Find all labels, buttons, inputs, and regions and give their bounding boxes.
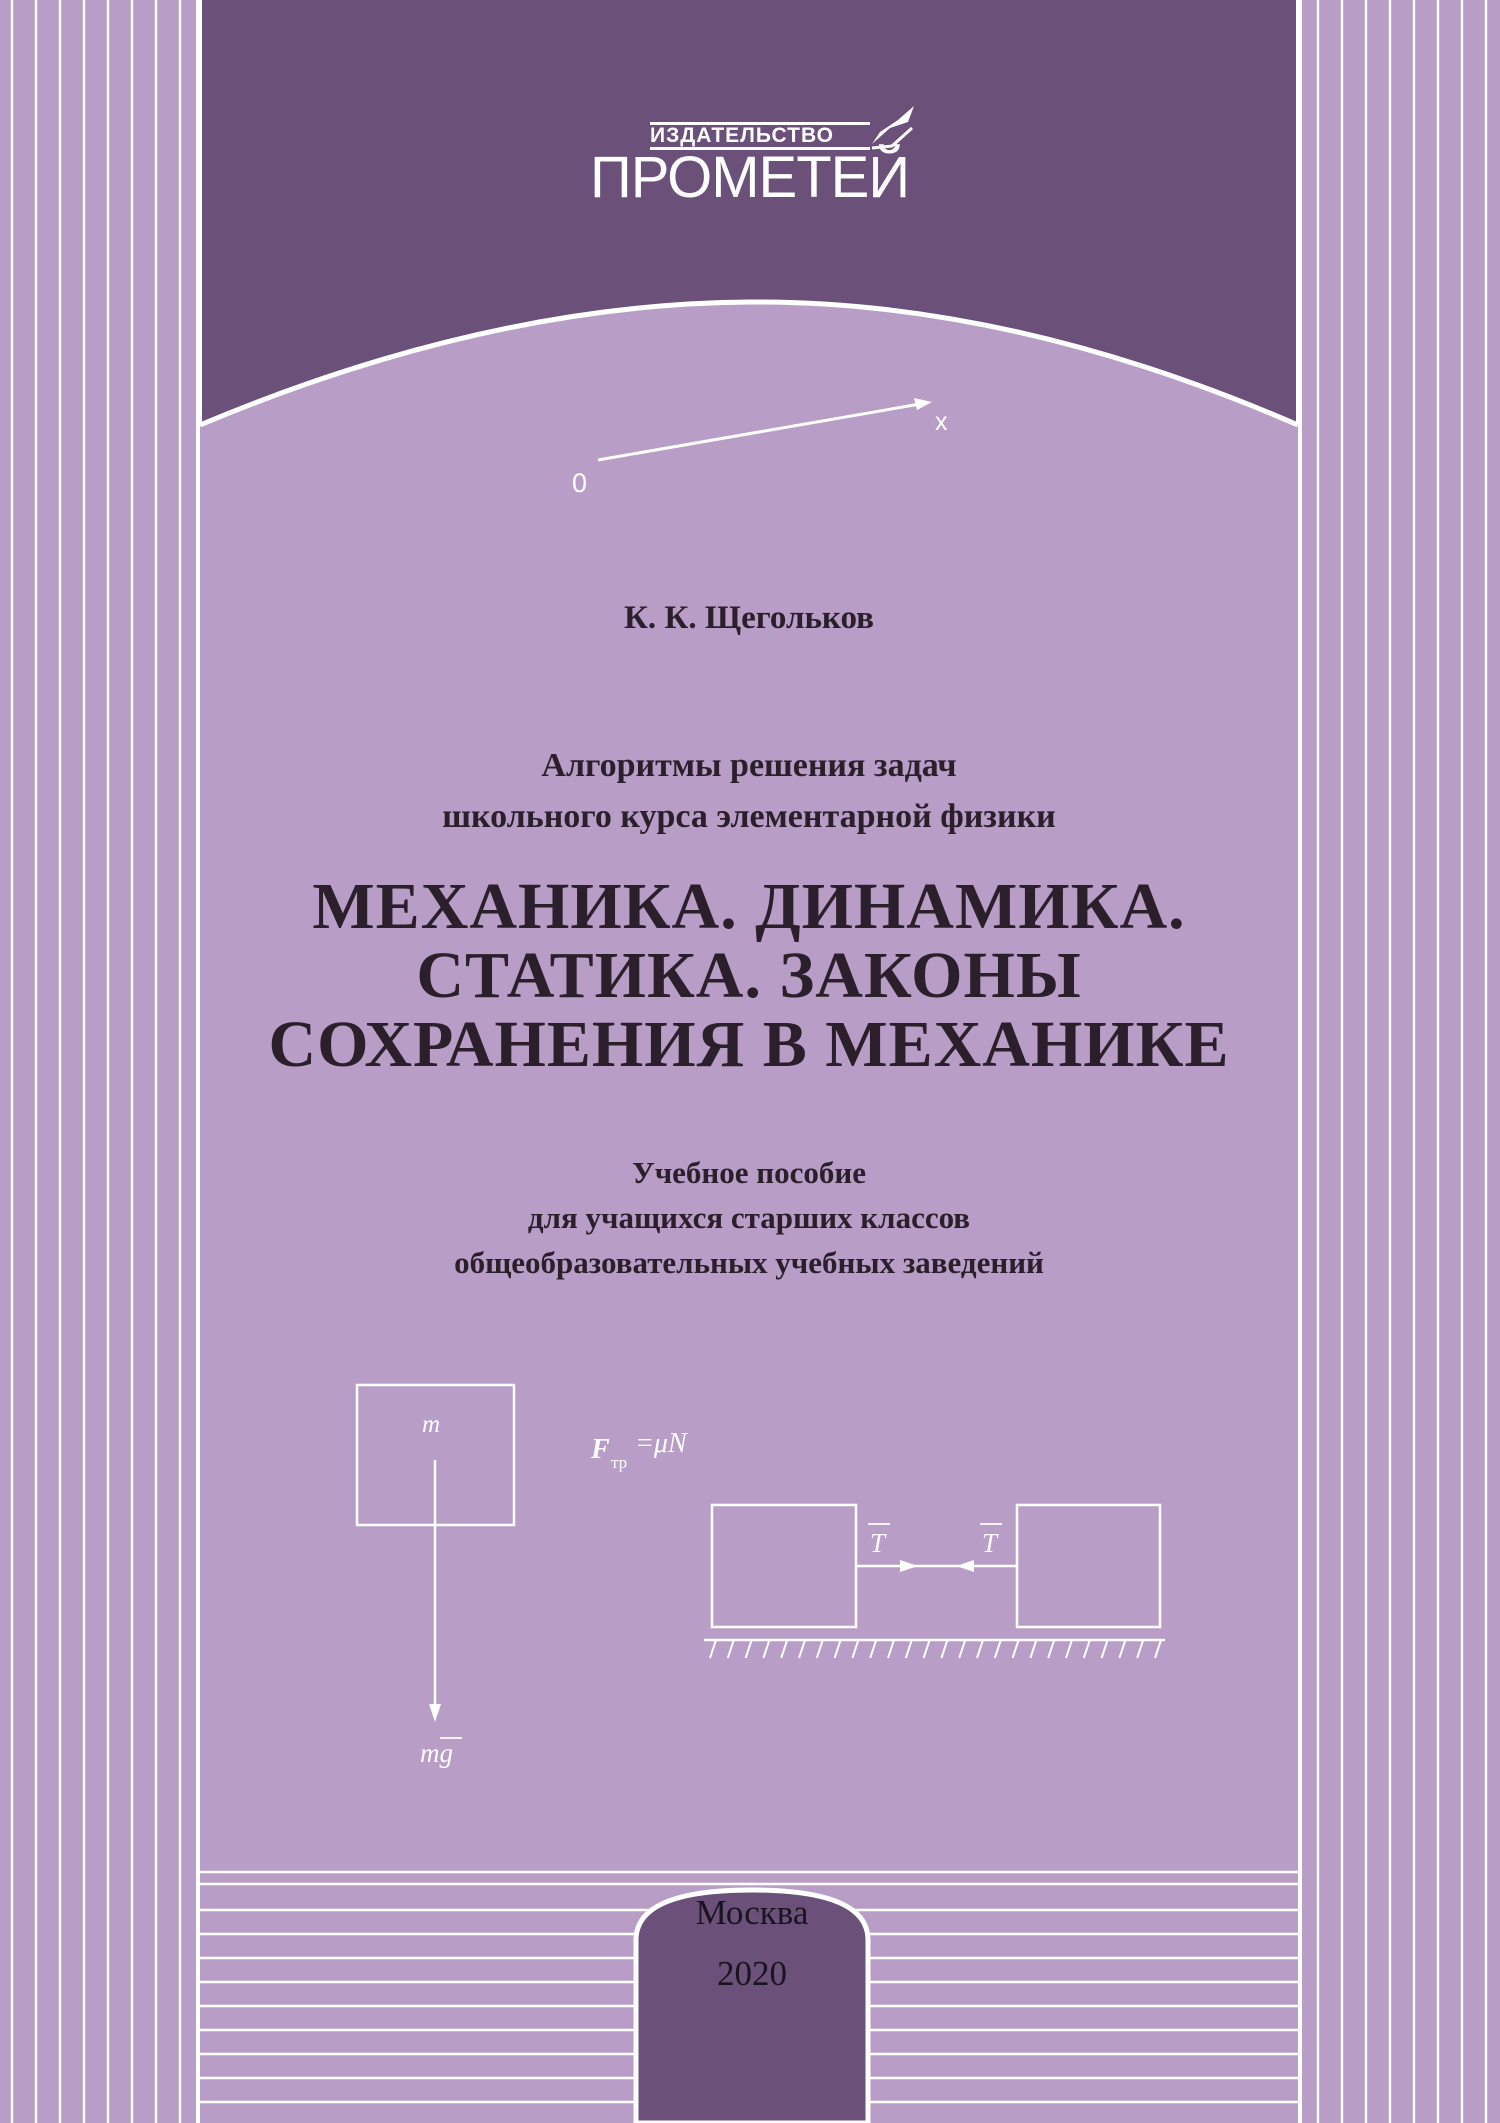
hatch-mark xyxy=(906,1640,912,1658)
hatch-mark xyxy=(870,1640,876,1658)
subtitle-line-2: для учащихся старших классов xyxy=(527,1200,971,1235)
book-logo-icon xyxy=(868,102,918,152)
axis-diagram xyxy=(540,390,1000,510)
hatch-mark xyxy=(1119,1640,1125,1658)
title-line-3: СОХРАНЕНИЯ В МЕХАНИКЕ xyxy=(268,1008,1230,1081)
ground-hatching xyxy=(710,1640,1161,1658)
mass-label: m xyxy=(422,1411,441,1438)
hatch-mark xyxy=(888,1640,894,1658)
gravity-label: mg xyxy=(420,1738,453,1768)
subtitle-line-3: общеобразовательных учебных заведений xyxy=(454,1245,1044,1280)
hatch-mark xyxy=(781,1640,787,1658)
book-title xyxy=(200,872,1298,1079)
hatch-mark xyxy=(1066,1640,1072,1658)
hatch-mark xyxy=(746,1640,752,1658)
hatch-mark xyxy=(852,1640,858,1658)
hatch-mark xyxy=(799,1640,805,1658)
formula-rest: =μN xyxy=(635,1428,687,1459)
hatch-mark xyxy=(1030,1640,1036,1658)
tension-left-label: T xyxy=(870,1528,886,1558)
publisher-city: Москва xyxy=(695,1893,809,1932)
series-line-2: школьного курса элементарной физики xyxy=(442,798,1056,835)
hatch-mark xyxy=(763,1640,769,1658)
header-band xyxy=(0,0,1500,440)
publisher-logo xyxy=(590,100,920,210)
friction-formula xyxy=(585,1420,725,1480)
tension-diagram xyxy=(700,1490,1180,1670)
logo-main-text: ПРОМЕТЕЙ xyxy=(590,145,910,210)
tension-right-label: T xyxy=(982,1528,998,1558)
series-line-1: Алгоритмы решения задач xyxy=(541,747,957,784)
hatch-mark xyxy=(710,1640,716,1658)
hatch-mark xyxy=(1013,1640,1019,1658)
hatch-mark xyxy=(924,1640,930,1658)
hatch-mark xyxy=(1084,1640,1090,1658)
gravity-diagram xyxy=(340,1370,560,1780)
left-block xyxy=(712,1505,856,1627)
hatch-mark xyxy=(977,1640,983,1658)
hatch-mark xyxy=(835,1640,841,1658)
title-line-2: СТАТИКА. ЗАКОНЫ xyxy=(416,939,1082,1012)
axis-x-label: x xyxy=(935,408,948,436)
hatch-mark xyxy=(1137,1640,1143,1658)
hatch-mark xyxy=(959,1640,965,1658)
title-line-1: МЕХАНИКА. ДИНАМИКА. xyxy=(312,870,1186,943)
logo-top-text: ИЗДАТЕЛЬСТВО xyxy=(650,122,870,150)
subtitle-line-1: Учебное пособие xyxy=(631,1155,867,1190)
hatch-mark xyxy=(941,1640,947,1658)
hatch-mark xyxy=(1102,1640,1108,1658)
hatch-mark xyxy=(817,1640,823,1658)
publication-year: 2020 xyxy=(717,1954,787,1993)
series-title xyxy=(200,740,1298,842)
hatch-mark xyxy=(1048,1640,1054,1658)
author-name: К. К. Щегольков xyxy=(623,600,874,636)
formula-sub: тр xyxy=(611,1453,628,1472)
axis-origin-label: 0 xyxy=(572,468,588,498)
right-block xyxy=(1017,1505,1160,1627)
hatch-mark xyxy=(995,1640,1001,1658)
formula-f: F xyxy=(591,1434,610,1465)
hatch-mark xyxy=(1155,1640,1161,1658)
hatch-mark xyxy=(728,1640,734,1658)
book-subtitle xyxy=(200,1150,1298,1285)
